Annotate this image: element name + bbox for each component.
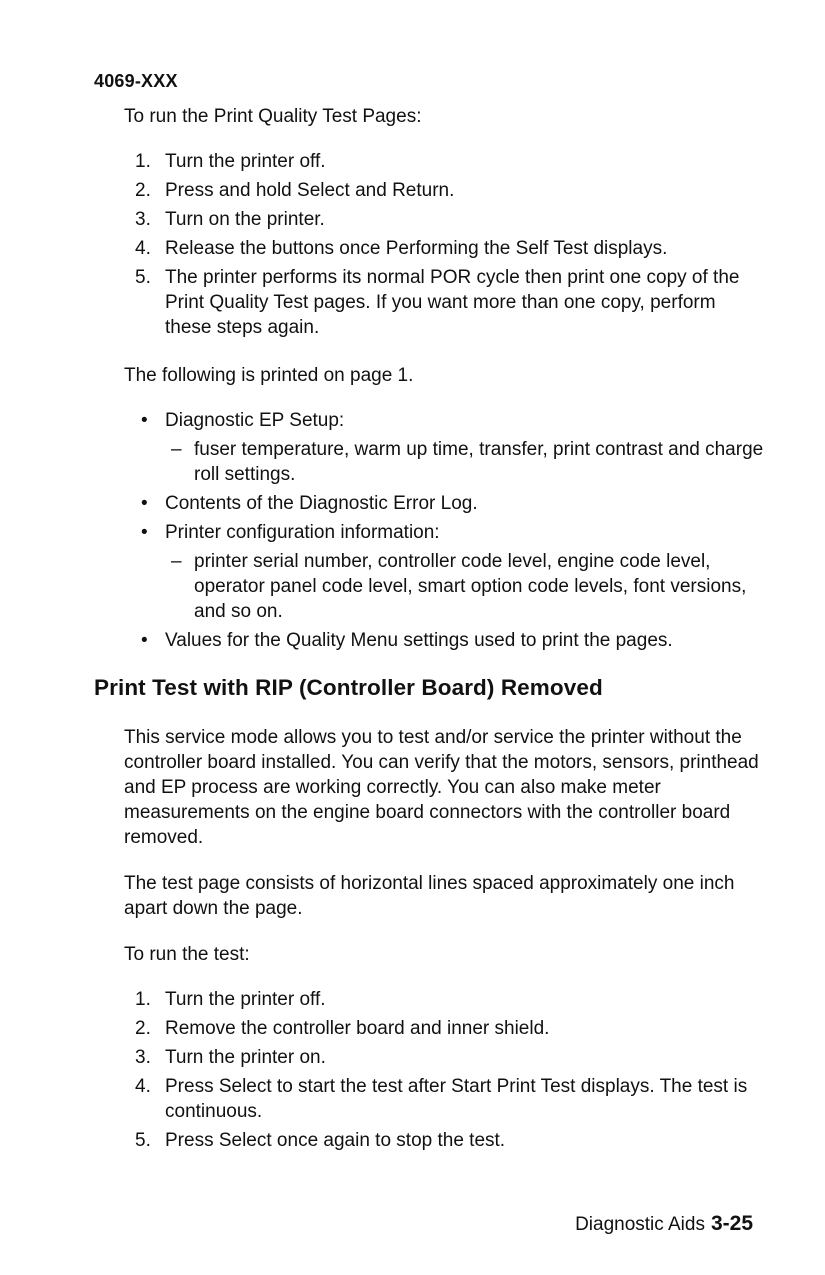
print-quality-steps <box>124 149 764 344</box>
list-item: 3. Turn on the printer. <box>135 209 325 230</box>
list-item <box>124 520 764 624</box>
step-text: Press Select once again to stop the test. <box>165 1130 506 1151</box>
service-mode-paragraph: This service mode allows you to test and/or service the printer without the controller board installed. You can verify that the motors, sensors, printhead and EP process are working correctly. You can also make meter measurements on the engine board connectors with the controller board removed. <box>124 727 759 848</box>
step-text: Turn on the printer. <box>165 209 325 230</box>
step-text: Press Select to start the test after Start Print Test displays. The test is continuous. <box>165 1076 748 1122</box>
page-footer <box>575 1212 753 1236</box>
bullet-text: Diagnostic EP Setup: <box>165 410 345 431</box>
run-test-intro: To run the test: <box>124 944 250 965</box>
sub-list-item: – fuser temperature, warm up time, transfer, print contrast and charge roll settings. <box>171 439 764 485</box>
list-item <box>124 491 764 516</box>
page-number: 3-25 <box>710 1212 753 1235</box>
list-item: 4. Press Select to start the test after Start Print Test displays. The test is continuous. <box>135 1076 748 1122</box>
step-text: Remove the controller board and inner shield. <box>165 1018 550 1039</box>
step-text: The printer performs its normal POR cycle then print one copy of the Print Quality Test pages. If you want more than one copy, perform these steps again. <box>165 267 740 338</box>
step-text: Release the buttons once Performing the Self Test displays. <box>165 238 668 259</box>
list-item: 2. Press and hold Select and Return. <box>135 180 455 201</box>
list-item: 5. Press Select once again to stop the test. <box>135 1130 506 1151</box>
sub-item-text: printer serial number, controller code level, engine code level, operator panel code level, smart option code levels, font versions, and so on. <box>194 551 747 622</box>
bullet-icon: • <box>141 630 148 651</box>
list-item: 1. Turn the printer off. <box>135 151 326 172</box>
print-quality-intro: To run the Print Quality Test Pages: <box>124 106 422 127</box>
sub-item-text: fuser temperature, warm up time, transfer, print contrast and charge roll settings. <box>194 439 764 485</box>
step-text: Turn the printer off. <box>165 151 326 172</box>
footer-section-name: Diagnostic Aids <box>575 1214 705 1235</box>
bullet-text: Values for the Quality Menu settings used to print the pages. <box>165 630 673 651</box>
test-page-paragraph: The test page consists of horizontal lines spaced approximately one inch apart down the page. <box>124 873 735 919</box>
model-header: 4069-XXX <box>94 71 178 91</box>
printed-contents-list <box>124 408 764 657</box>
sub-list <box>165 549 764 624</box>
list-item <box>124 628 764 653</box>
list-item: 1. Turn the printer off. <box>135 989 326 1010</box>
list-item: 2. Remove the controller board and inner shield. <box>135 1018 550 1039</box>
step-text: Turn the printer on. <box>165 1047 326 1068</box>
step-text: Turn the printer off. <box>165 989 326 1010</box>
run-test-steps <box>124 987 764 1157</box>
list-item: 3. Turn the printer on. <box>135 1047 326 1068</box>
sub-list <box>165 437 764 487</box>
printed-page-intro: The following is printed on page 1. <box>124 365 414 386</box>
section-heading: Print Test with RIP (Controller Board) Removed <box>94 675 603 700</box>
step-text: Press and hold Select and Return. <box>165 180 455 201</box>
list-item: 5. The printer performs its normal POR cycle then print one copy of the Print Quality Test pages. If you want more than one copy, perform these steps again. <box>135 267 740 338</box>
list-item: 4. Release the buttons once Performing the Self Test displays. <box>135 238 668 259</box>
bullet-icon: • <box>141 410 148 431</box>
sub-list-item: – printer serial number, controller code level, engine code level, operator panel code level, smart option code levels, font versions, and so on. <box>171 551 747 622</box>
list-item <box>124 408 764 487</box>
bullet-icon: • <box>141 493 148 514</box>
bullet-text: Printer configuration information: <box>165 522 440 543</box>
bullet-icon: • <box>141 522 148 543</box>
bullet-text: Contents of the Diagnostic Error Log. <box>165 493 478 514</box>
